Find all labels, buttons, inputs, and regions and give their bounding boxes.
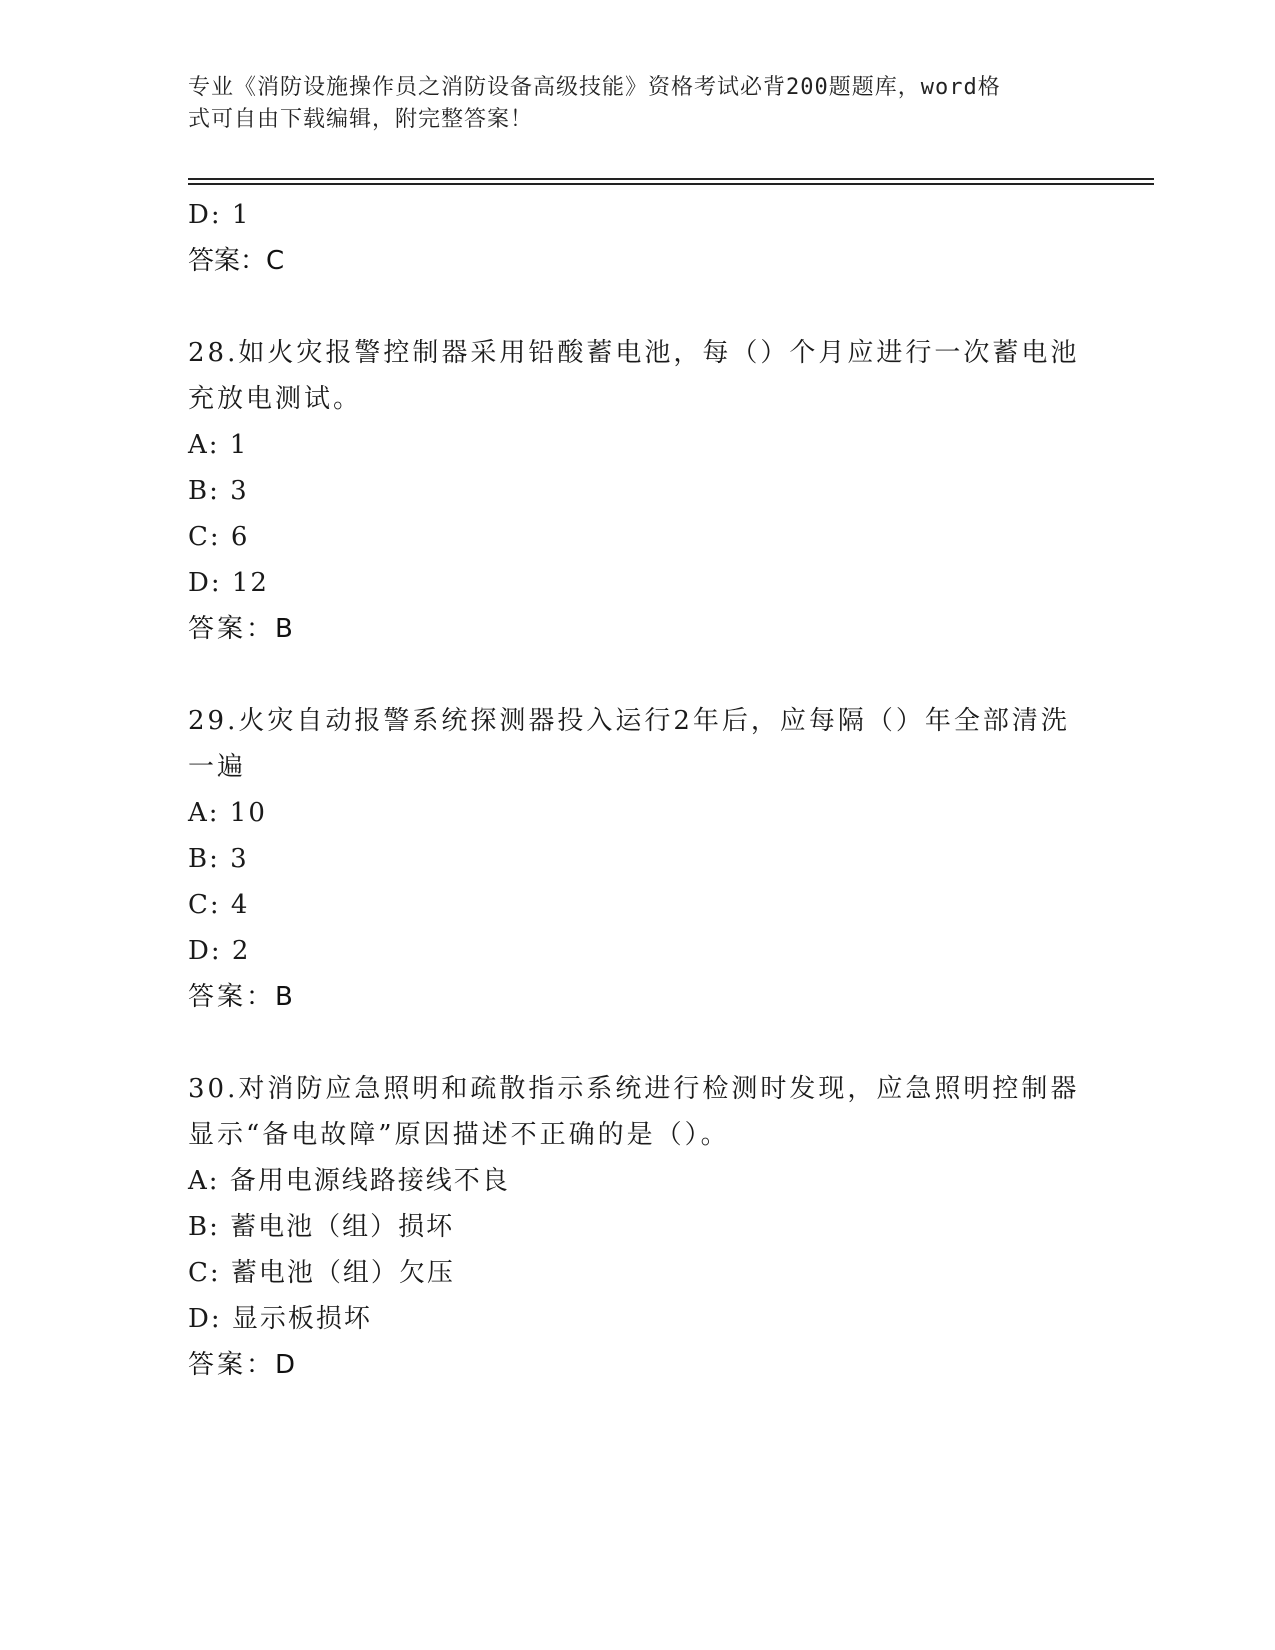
question-28 — [188, 330, 1088, 652]
question-30 — [188, 1066, 1088, 1388]
question-content — [188, 192, 1088, 1388]
option-b: B: 3 — [188, 844, 249, 874]
question-stem-line-2: 一遍 — [188, 752, 247, 782]
question-stem-line-2: 显示“备电故障”原因描述不正确的是（）。 — [188, 1120, 730, 1150]
option-d: D: 12 — [188, 568, 269, 598]
option-d: D: 2 — [188, 936, 251, 966]
header-line-1: 专业《消防设施操作员之消防设备高级技能》资格考试必背200题题库，word格 — [188, 75, 1001, 100]
answer-label: 答案：B — [188, 982, 296, 1012]
question-stem-line-1: 29.火灾自动报警系统探测器投入运行2年后，应每隔（）年全部清洗 — [188, 706, 1070, 736]
question-stem-line-1: 28.如火灾报警控制器采用铅酸蓄电池，每（）个月应进行一次蓄电池 — [188, 338, 1080, 368]
option-c: C: 蓄电池（组）欠压 — [188, 1258, 455, 1288]
question-29 — [188, 698, 1088, 1020]
header-divider-top — [188, 178, 1154, 180]
option-c: C: 4 — [188, 890, 250, 920]
option-b: B: 3 — [188, 476, 249, 506]
header-divider-bottom — [188, 183, 1154, 185]
previous-question-tail — [188, 192, 1088, 284]
option-d: D: 显示板损坏 — [188, 1304, 372, 1334]
document-header — [188, 72, 1068, 136]
option-c: C: 6 — [188, 522, 250, 552]
header-line-2: 式可自由下载编辑，附完整答案！ — [188, 107, 534, 132]
option-a: A: 10 — [188, 798, 267, 828]
question-stem-line-2: 充放电测试。 — [188, 384, 363, 414]
option-b: B: 蓄电池（组）损坏 — [188, 1212, 455, 1242]
option-a: A: 备用电源线路接线不良 — [188, 1166, 510, 1196]
question-stem-line-1: 30.对消防应急照明和疏散指示系统进行检测时发现，应急照明控制器 — [188, 1074, 1080, 1104]
answer-label: 答案：C — [188, 246, 285, 276]
option-a: A: 1 — [188, 430, 249, 460]
answer-label: 答案：B — [188, 614, 296, 644]
option-d: D: 1 — [188, 200, 251, 230]
answer-label: 答案：D — [188, 1350, 299, 1380]
